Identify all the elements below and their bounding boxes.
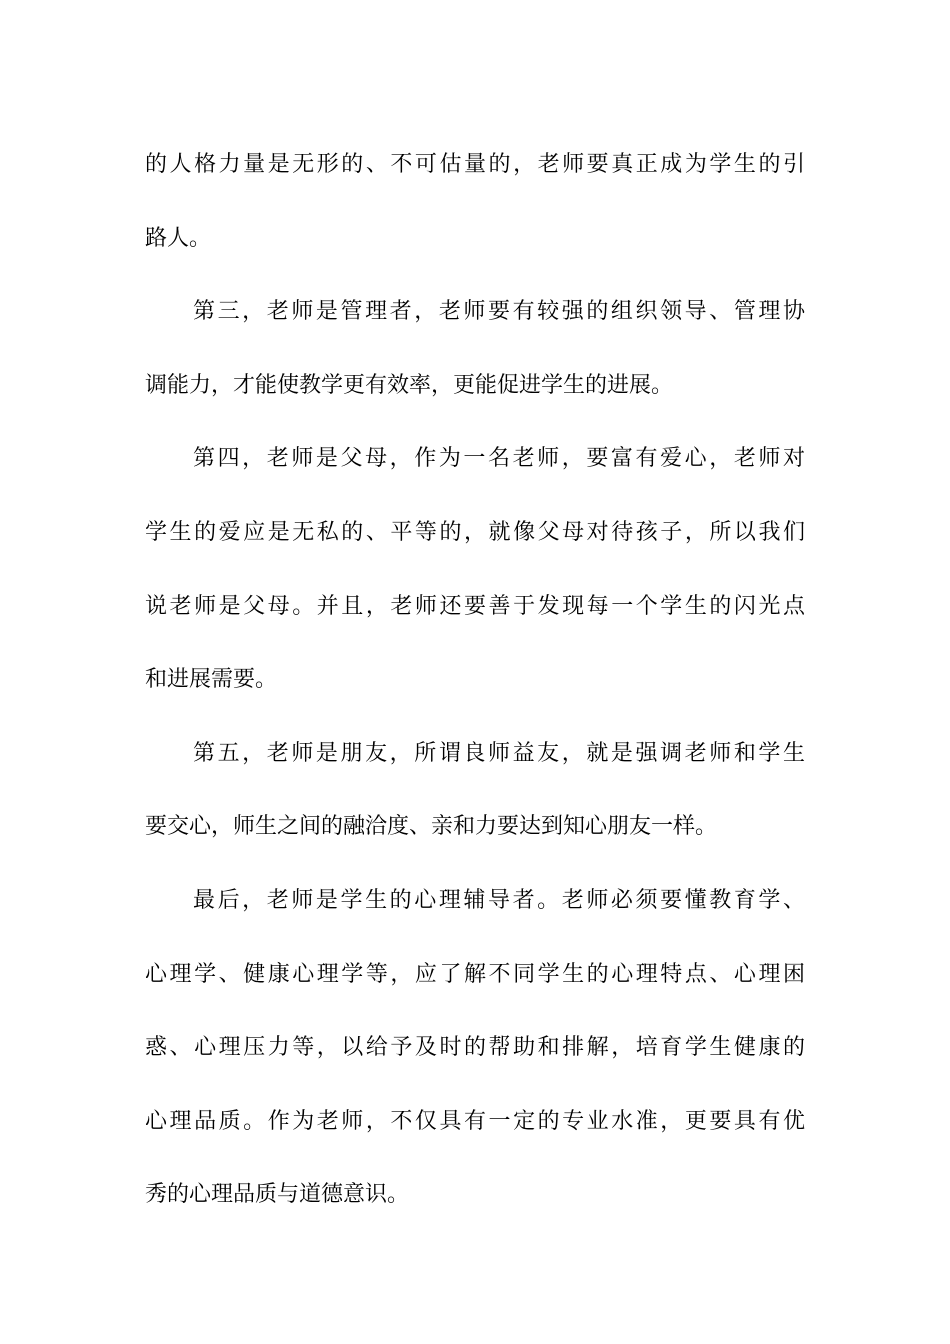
paragraph-line: 第四，老师是父母，作为一名老师，要富有爱心，老师对 — [193, 446, 805, 472]
paragraph-line: 第五，老师是朋友，所谓良师益友，就是强调老师和学生 — [193, 740, 805, 766]
paragraph-line: 学生的爱应是无私的、平等的，就像父母对待孩子，所以我们 — [145, 519, 805, 545]
paragraph-line: 说老师是父母。并且，老师还要善于发现每一个学生的闪光点 — [145, 593, 805, 619]
paragraph-line: 惑、心理压力等，以给予及时的帮助和排解，培育学生健康的 — [145, 1035, 805, 1061]
paragraph-line: 第三，老师是管理者，老师要有较强的组织领导、管理协 — [193, 299, 805, 325]
paragraph-line: 的人格力量是无形的、不可估量的，老师要真正成为学生的引 — [145, 152, 805, 177]
paragraph-line: 要交心，师生之间的融洽度、亲和力要达到知心朋友一样。 — [145, 814, 718, 840]
paragraph-line: 最后，老师是学生的心理辅导者。老师必须要懂教育学、 — [193, 887, 805, 913]
paragraph-line: 心理学、健康心理学等，应了解不同学生的心理特点、心理困 — [145, 961, 805, 987]
paragraph-line: 秀的心理品质与道德意识。 — [145, 1182, 410, 1208]
paragraph-line: 和进展需要。 — [145, 667, 278, 693]
document-body — [145, 128, 805, 1232]
paragraph-line: 路人。 — [145, 225, 212, 251]
paragraph-line: 心理品质。作为老师，不仅具有一定的专业水准，更要具有优 — [145, 1108, 805, 1134]
paragraph-line: 调能力，才能使教学更有效率，更能促进学生的进展。 — [145, 372, 674, 398]
